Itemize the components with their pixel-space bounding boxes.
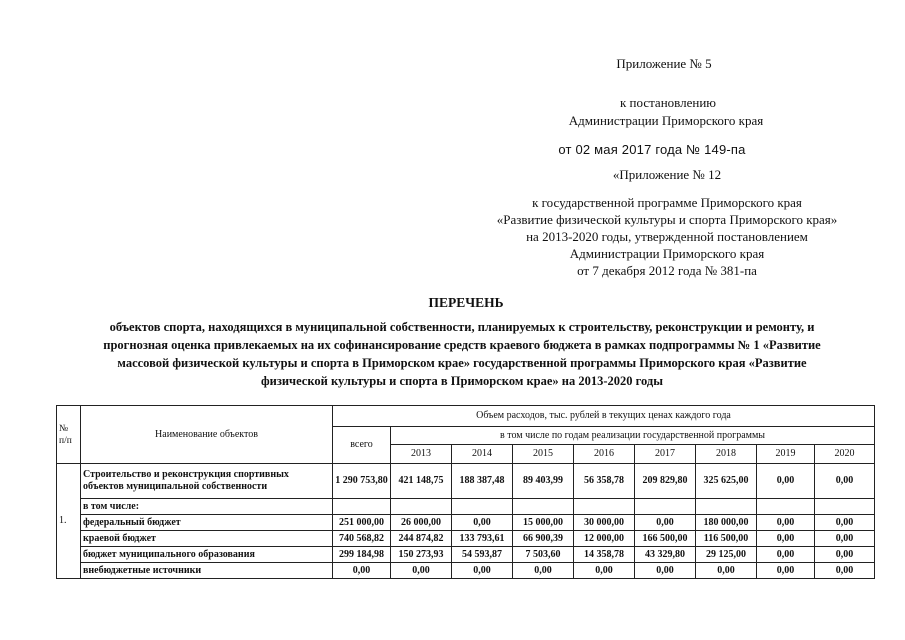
value-cell: 244 874,82 — [391, 531, 452, 547]
value-cell: 0,00 — [815, 515, 875, 531]
document-title: ПЕРЕЧЕНЬ — [428, 295, 504, 310]
value-cell: 0,00 — [696, 563, 757, 579]
year-header: 2013 — [391, 445, 452, 464]
year-header: 2018 — [696, 445, 757, 464]
col-total-header: всего — [333, 427, 391, 464]
value-cell: 26 000,00 — [391, 515, 452, 531]
value-cell: 0,00 — [815, 464, 875, 499]
value-cell: 166 500,00 — [635, 531, 696, 547]
value-cell: 12 000,00 — [574, 531, 635, 547]
value-cell: 0,00 — [574, 563, 635, 579]
source-name: краевой бюджет — [81, 531, 333, 547]
value-cell: 54 593,87 — [452, 547, 513, 563]
year-header: 2016 — [574, 445, 635, 464]
value-cell: 325 625,00 — [696, 464, 757, 499]
value-cell: 0,00 — [757, 531, 815, 547]
row-number: 1. — [57, 464, 81, 579]
value-cell: 7 503,60 — [513, 547, 574, 563]
value-cell: 0,00 — [452, 515, 513, 531]
value-cell: 299 184,98 — [333, 547, 391, 563]
value-cell: 29 125,00 — [696, 547, 757, 563]
value-cell: 43 329,80 — [635, 547, 696, 563]
source-name: федеральный бюджет — [81, 515, 333, 531]
appendix-12-label: «Приложение № 12 — [612, 167, 722, 182]
year-header: 2014 — [452, 445, 513, 464]
value-cell: 740 568,82 — [333, 531, 391, 547]
value-cell: 30 000,00 — [574, 515, 635, 531]
value-cell: 56 358,78 — [574, 464, 635, 499]
value-cell: 0,00 — [757, 464, 815, 499]
value-cell: 0,00 — [635, 515, 696, 531]
resolution-date-stamp: от 02 мая 2017 года № 149-па — [558, 142, 746, 157]
source-name: внебюджетные источники — [81, 563, 333, 579]
col-by-years-header: в том числе по годам реализации государственной программы — [391, 427, 875, 445]
objects-table — [56, 405, 875, 579]
year-header: 2019 — [757, 445, 815, 464]
value-cell: 15 000,00 — [513, 515, 574, 531]
year-header: 2020 — [815, 445, 875, 464]
value-cell: 133 793,61 — [452, 531, 513, 547]
to-program-label: к государственной программе Приморского края — [532, 195, 802, 210]
table-row — [57, 464, 875, 499]
col-name-header: Наименование объектов — [81, 406, 333, 464]
value-cell: 0,00 — [815, 563, 875, 579]
value-cell: 0,00 — [513, 563, 574, 579]
col-volume-header: Объем расходов, тыс. рублей в текущих ценах каждого года — [333, 406, 875, 427]
subtitle-line: прогнозная оценка привлекаемых на их софинансирование средств краевого бюджета в рамках подпрограммы № 1 «Развитие — [103, 338, 821, 352]
subtitle-line: физической культуры и спорта в Приморском крае» на 2013-2020 годы — [260, 374, 663, 388]
table-row — [57, 547, 875, 563]
table-row — [57, 515, 875, 531]
value-cell: 1 290 753,80 — [333, 464, 391, 499]
value-cell: 0,00 — [452, 563, 513, 579]
table-row — [57, 499, 875, 515]
program-name-label: «Развитие физической культуры и спорта Приморского края» — [496, 212, 838, 227]
object-name: Строительство и реконструкция спортивных объектов муниципальной собственности — [81, 464, 333, 499]
value-cell: 0,00 — [757, 563, 815, 579]
source-name: бюджет муниципального образования — [81, 547, 333, 563]
value-cell: 421 148,75 — [391, 464, 452, 499]
table-row — [57, 563, 875, 579]
administration-label-2: Администрации Приморского края — [569, 246, 765, 261]
to-resolution-label: к постановлению — [619, 95, 717, 110]
value-cell: 0,00 — [391, 563, 452, 579]
col-number-header: № п/п — [57, 406, 81, 464]
value-cell: 251 000,00 — [333, 515, 391, 531]
year-header: 2015 — [513, 445, 574, 464]
value-cell: 66 900,39 — [513, 531, 574, 547]
value-cell: 14 358,78 — [574, 547, 635, 563]
value-cell: 188 387,48 — [452, 464, 513, 499]
value-cell: 150 273,93 — [391, 547, 452, 563]
value-cell: 116 500,00 — [696, 531, 757, 547]
years-approved-label: на 2013-2020 годы, утвержденной постановлением — [526, 229, 808, 244]
value-cell: 0,00 — [757, 515, 815, 531]
including-label: в том числе: — [81, 499, 333, 515]
value-cell: 0,00 — [635, 563, 696, 579]
program-date-label: от 7 декабря 2012 года № 381-па — [577, 263, 757, 278]
subtitle-line: объектов спорта, находящихся в муниципальной собственности, планируемых к строительству, реконструкции и ремонту, и — [109, 320, 815, 334]
appendix-5-label: Приложение № 5 — [616, 56, 712, 71]
header-row — [57, 406, 875, 427]
document-subtitle — [47, 318, 877, 390]
value-cell: 89 403,99 — [513, 464, 574, 499]
table-row — [57, 531, 875, 547]
value-cell: 0,00 — [333, 563, 391, 579]
value-cell: 0,00 — [815, 531, 875, 547]
value-cell: 0,00 — [757, 547, 815, 563]
value-cell: 180 000,00 — [696, 515, 757, 531]
value-cell: 0,00 — [815, 547, 875, 563]
subtitle-line: массовой физической культуры и спорта в Приморском крае» государственной программы Приморского края «Развитие — [117, 356, 807, 370]
administration-label: Администрации Приморского края — [568, 113, 764, 128]
value-cell: 209 829,80 — [635, 464, 696, 499]
year-header: 2017 — [635, 445, 696, 464]
